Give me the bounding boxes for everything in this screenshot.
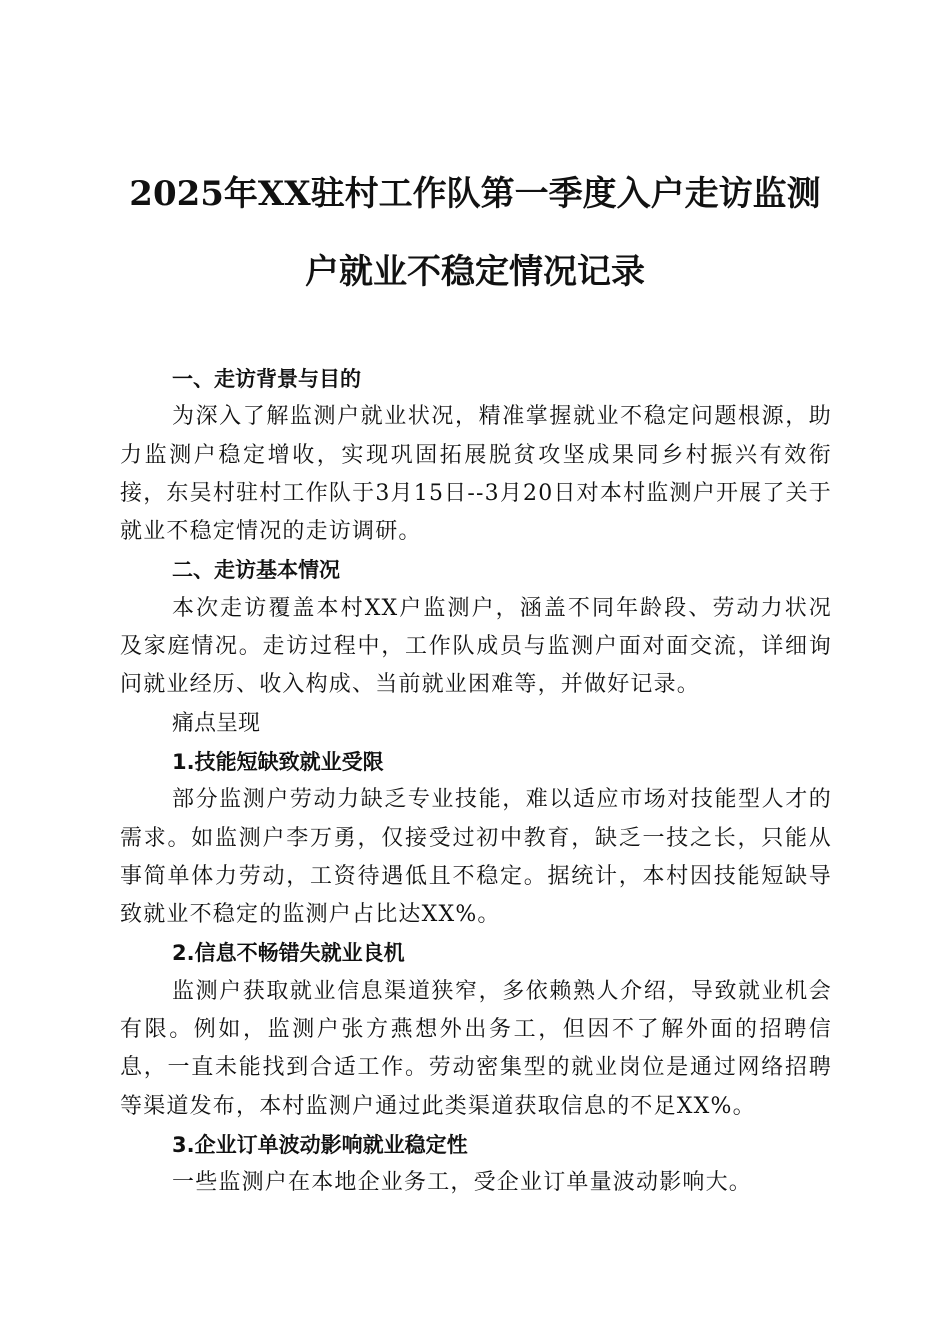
point-2-heading: 2.信息不畅错失就业良机 [172, 941, 405, 966]
section-1-heading: 一、走访背景与目的 [172, 367, 361, 391]
point-3-heading: 3.企业订单波动影响就业稳定性 [172, 1132, 468, 1157]
document-title [100, 168, 850, 298]
title-line-2: 户就业不稳定情况记录 [305, 252, 645, 292]
section-2-paragraph: 本次走访覆盖本村XX户监测户，涵盖不同年龄段、劳动力状况及家庭情况。走访过程中，工作队成员与监测户面对面交流，详细询问就业经历、收入构成、当前就业困难等，并做好记录。 [120, 595, 832, 698]
section-2-heading: 二、走访基本情况 [172, 558, 340, 583]
section-1-paragraph: 为深入了解监测户就业状况，精准掌握就业不稳定问题根源，助力监测户稳定增收，实现巩固拓展脱贫攻坚成果同乡村振兴有效衔接，东吴村驻村工作队于3月15日--3月20日对本村监测户开展了关于就业不稳定情况的走访调研。 [120, 404, 832, 545]
point-3-paragraph: 一些监测户在本地企业务工，受企业订单量波动影响大。 [172, 1170, 753, 1196]
title-line-1: 2025年XX驻村工作队第一季度入户走访监测 [129, 174, 821, 214]
point-1-paragraph: 部分监测户劳动力缺乏专业技能，难以适应市场对技能型人才的需求。如监测户李万勇，仅接受过初中教育，缺乏一技之长，只能从事简单体力劳动，工资待遇低且不稳定。据统计，本村因技能短缺导致就业不稳定的监测户占比达XX%。 [120, 787, 832, 928]
pain-points-label: 痛点呈现 [172, 710, 261, 736]
point-2-paragraph: 监测户获取就业信息渠道狭窄，多依赖熟人介绍，导致就业机会有限。例如，监测户张方燕想外出务工，但因不了解外面的招聘信息，一直未能找到合适工作。劳动密集型的就业岗位是通过网络招聘等渠道发布，本村监测户通过此类渠道获取信息的不足XX%。 [120, 978, 832, 1119]
point-1-heading: 1.技能短缺致就业受限 [172, 749, 384, 774]
document-body [120, 360, 832, 1203]
